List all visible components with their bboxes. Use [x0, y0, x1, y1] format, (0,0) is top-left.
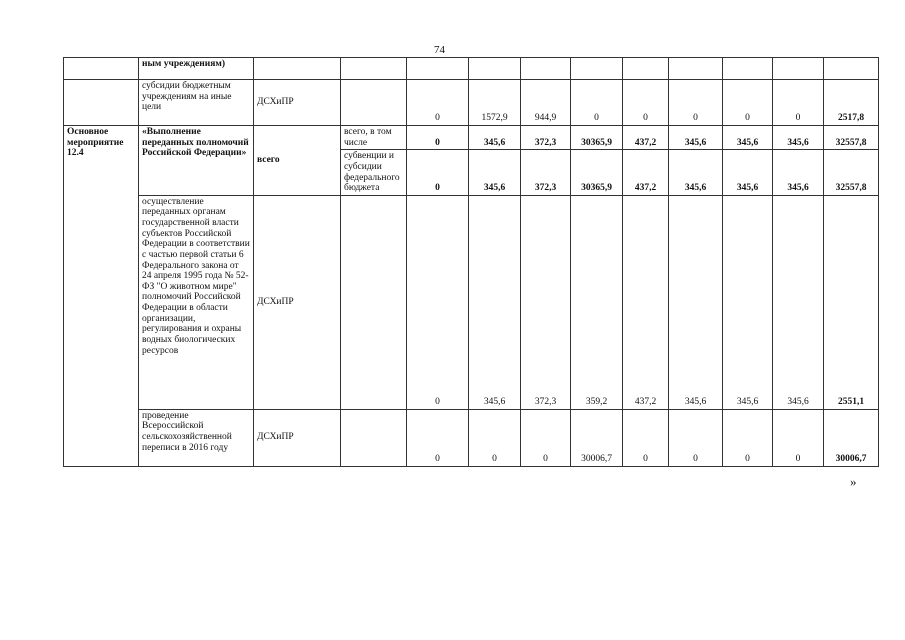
row-text: субсидии бюджетным учреждениям на иные цели	[139, 80, 254, 126]
value-cell: 0	[407, 409, 469, 466]
value-cell: 345,6	[723, 150, 773, 196]
value-cell: 0	[571, 80, 623, 126]
total-cell: 2551,1	[824, 195, 879, 409]
value-cell: 0	[623, 80, 669, 126]
value-cell: 345,6	[773, 126, 824, 150]
value-cell: 345,6	[469, 195, 521, 409]
value-cell: 345,6	[773, 150, 824, 196]
page-number: 74	[434, 44, 445, 56]
value-cell: 359,2	[571, 195, 623, 409]
table-row	[64, 126, 879, 150]
value-cell: 0	[407, 150, 469, 196]
value-cell: 437,2	[623, 195, 669, 409]
value-cell: 0	[723, 80, 773, 126]
value-cell: 30365,9	[571, 126, 623, 150]
value-cell: 372,3	[521, 126, 571, 150]
value-cell: 0	[407, 195, 469, 409]
value-cell: 345,6	[723, 126, 773, 150]
value-cell: 372,3	[521, 150, 571, 196]
total-cell: 2517,8	[824, 80, 879, 126]
executor: ДСХиПР	[254, 80, 341, 126]
value-cell: 0	[669, 80, 723, 126]
row-text: проведение Всероссийской сельскохозяйственной переписи в 2016 году	[139, 409, 254, 466]
value-cell: 0	[773, 409, 824, 466]
value-cell: 372,3	[521, 195, 571, 409]
value-cell: 345,6	[469, 150, 521, 196]
table-row	[64, 409, 879, 466]
total-cell: 32557,8	[824, 150, 879, 196]
executor: всего	[254, 126, 341, 196]
row-text: ным учреждениям)	[139, 58, 254, 80]
value-cell: 0	[669, 409, 723, 466]
value-cell: 0	[623, 409, 669, 466]
value-cell: 345,6	[669, 126, 723, 150]
table-row	[64, 80, 879, 126]
value-cell: 345,6	[723, 195, 773, 409]
value-cell: 0	[723, 409, 773, 466]
value-cell: 345,6	[469, 126, 521, 150]
measure-name: «Выполнение переданных полномочий Российской Федерации»	[139, 126, 254, 196]
value-cell: 0	[407, 126, 469, 150]
table-row	[64, 195, 879, 409]
measure-cell: Основное мероприятие 12.4	[64, 126, 139, 467]
row-text: осуществление переданных органам государственной власти субъектов Российской Федерации в соответствии с частью первой статьи 6 Федерального закона от 24 апреля 1995 года № 52-ФЗ "О животном мире" полномочий Российской Федерации в области организации, регулирования и охраны водных биологических ресурсов	[139, 195, 254, 409]
executor: ДСХиПР	[254, 195, 341, 409]
table-row	[64, 58, 879, 80]
budget-table	[63, 57, 879, 467]
value-cell: 0	[407, 80, 469, 126]
value-cell: 345,6	[669, 195, 723, 409]
value-cell: 0	[469, 409, 521, 466]
value-cell: 30365,9	[571, 150, 623, 196]
total-cell: 30006,7	[824, 409, 879, 466]
value-cell: 0	[521, 409, 571, 466]
value-cell: 944,9	[521, 80, 571, 126]
value-cell: 437,2	[623, 150, 669, 196]
value-cell: 1572,9	[469, 80, 521, 126]
value-cell: 30006,7	[571, 409, 623, 466]
total-cell: 32557,8	[824, 126, 879, 150]
funding-source: всего, в том числе	[341, 126, 407, 150]
value-cell: 345,6	[669, 150, 723, 196]
value-cell: 0	[773, 80, 824, 126]
value-cell: 345,6	[773, 195, 824, 409]
closing-quote: »	[850, 474, 857, 489]
value-cell: 437,2	[623, 126, 669, 150]
executor: ДСХиПР	[254, 409, 341, 466]
funding-source: субвенции и субсидии федерального бюджета	[341, 150, 407, 196]
